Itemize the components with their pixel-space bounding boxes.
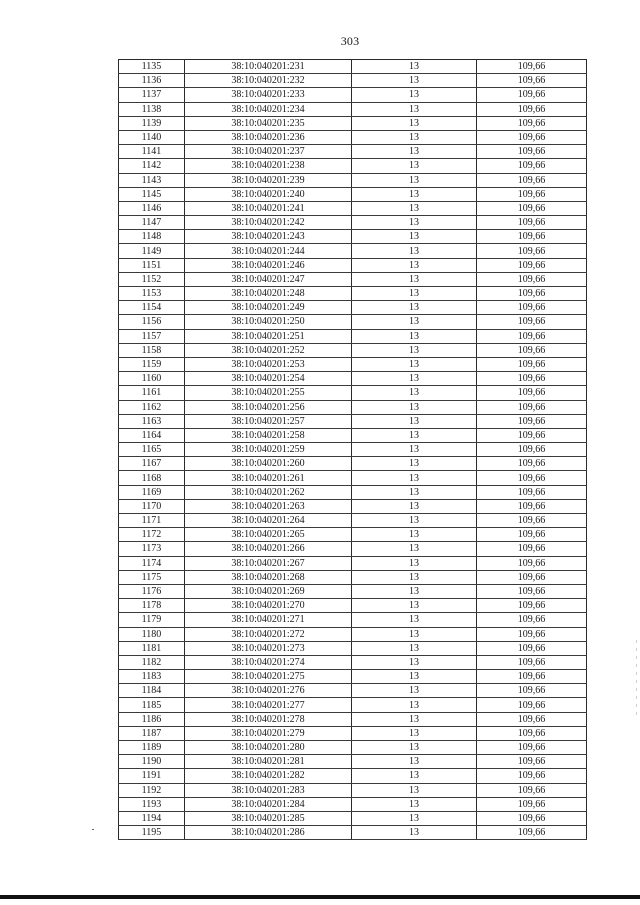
cadastral-number-cell: 38:10:040201:255	[185, 386, 352, 400]
row-number-cell: 1192	[119, 783, 185, 797]
quantity-cell: 13	[352, 712, 477, 726]
value-cell: 109,66	[477, 400, 587, 414]
quantity-cell: 13	[352, 414, 477, 428]
table-row	[119, 670, 587, 684]
table-row	[119, 372, 587, 386]
row-number-cell: 1170	[119, 499, 185, 513]
cadastral-number-cell: 38:10:040201:277	[185, 698, 352, 712]
table-row	[119, 428, 587, 442]
table-row	[119, 116, 587, 130]
quantity-cell: 13	[352, 258, 477, 272]
row-number-cell: 1157	[119, 329, 185, 343]
row-number-cell: 1195	[119, 826, 185, 840]
table-row	[119, 216, 587, 230]
quantity-cell: 13	[352, 811, 477, 825]
cadastral-number-cell: 38:10:040201:252	[185, 343, 352, 357]
row-number-cell: 1162	[119, 400, 185, 414]
value-cell: 109,66	[477, 88, 587, 102]
quantity-cell: 13	[352, 386, 477, 400]
quantity-cell: 13	[352, 797, 477, 811]
cadastral-number-cell: 38:10:040201:272	[185, 627, 352, 641]
row-number-cell: 1190	[119, 755, 185, 769]
quantity-cell: 13	[352, 272, 477, 286]
table-row	[119, 811, 587, 825]
table-row	[119, 783, 587, 797]
cadastral-number-cell: 38:10:040201:250	[185, 315, 352, 329]
value-cell: 109,66	[477, 485, 587, 499]
quantity-cell: 13	[352, 357, 477, 371]
quantity-cell: 13	[352, 670, 477, 684]
cadastral-number-cell: 38:10:040201:235	[185, 116, 352, 130]
quantity-cell: 13	[352, 343, 477, 357]
row-number-cell: 1183	[119, 670, 185, 684]
row-number-cell: 1151	[119, 258, 185, 272]
cadastral-number-cell: 38:10:040201:285	[185, 811, 352, 825]
row-number-cell: 1173	[119, 542, 185, 556]
quantity-cell: 13	[352, 145, 477, 159]
scan-speck	[92, 829, 94, 830]
cadastral-number-cell: 38:10:040201:251	[185, 329, 352, 343]
quantity-cell: 13	[352, 769, 477, 783]
table-row	[119, 528, 587, 542]
value-cell: 109,66	[477, 102, 587, 116]
table-row	[119, 755, 587, 769]
row-number-cell: 1153	[119, 287, 185, 301]
registry-table-body	[119, 60, 587, 840]
cadastral-number-cell: 38:10:040201:259	[185, 443, 352, 457]
quantity-cell: 13	[352, 542, 477, 556]
cadastral-number-cell: 38:10:040201:241	[185, 201, 352, 215]
cadastral-number-cell: 38:10:040201:237	[185, 145, 352, 159]
cadastral-number-cell: 38:10:040201:242	[185, 216, 352, 230]
value-cell: 109,66	[477, 457, 587, 471]
value-cell: 109,66	[477, 159, 587, 173]
quantity-cell: 13	[352, 726, 477, 740]
quantity-cell: 13	[352, 315, 477, 329]
cadastral-number-cell: 38:10:040201:238	[185, 159, 352, 173]
value-cell: 109,66	[477, 329, 587, 343]
row-number-cell: 1160	[119, 372, 185, 386]
page-number: 303	[340, 34, 360, 48]
quantity-cell: 13	[352, 230, 477, 244]
quantity-cell: 13	[352, 216, 477, 230]
value-cell: 109,66	[477, 357, 587, 371]
value-cell: 109,66	[477, 698, 587, 712]
cadastral-number-cell: 38:10:040201:232	[185, 74, 352, 88]
cadastral-number-cell: 38:10:040201:270	[185, 599, 352, 613]
table-row	[119, 329, 587, 343]
cadastral-number-cell: 38:10:040201:258	[185, 428, 352, 442]
table-row	[119, 471, 587, 485]
value-cell: 109,66	[477, 741, 587, 755]
value-cell: 109,66	[477, 499, 587, 513]
value-cell: 109,66	[477, 301, 587, 315]
value-cell: 109,66	[477, 599, 587, 613]
quantity-cell: 13	[352, 372, 477, 386]
row-number-cell: 1161	[119, 386, 185, 400]
table-row	[119, 301, 587, 315]
quantity-cell: 13	[352, 301, 477, 315]
row-number-cell: 1168	[119, 471, 185, 485]
table-row	[119, 60, 587, 74]
quantity-cell: 13	[352, 741, 477, 755]
cadastral-number-cell: 38:10:040201:233	[185, 88, 352, 102]
cadastral-number-cell: 38:10:040201:249	[185, 301, 352, 315]
row-number-cell: 1180	[119, 627, 185, 641]
table-row	[119, 414, 587, 428]
quantity-cell: 13	[352, 88, 477, 102]
value-cell: 109,66	[477, 372, 587, 386]
scan-bottom-rule	[0, 895, 640, 899]
table-row	[119, 272, 587, 286]
cadastral-number-cell: 38:10:040201:284	[185, 797, 352, 811]
row-number-cell: 1184	[119, 684, 185, 698]
row-number-cell: 1169	[119, 485, 185, 499]
value-cell: 109,66	[477, 613, 587, 627]
value-cell: 109,66	[477, 826, 587, 840]
cadastral-number-cell: 38:10:040201:275	[185, 670, 352, 684]
row-number-cell: 1158	[119, 343, 185, 357]
cadastral-number-cell: 38:10:040201:264	[185, 514, 352, 528]
table-row	[119, 726, 587, 740]
table-row	[119, 400, 587, 414]
cadastral-number-cell: 38:10:040201:276	[185, 684, 352, 698]
value-cell: 109,66	[477, 201, 587, 215]
cadastral-number-cell: 38:10:040201:267	[185, 556, 352, 570]
table-row	[119, 173, 587, 187]
table-row	[119, 443, 587, 457]
value-cell: 109,66	[477, 287, 587, 301]
table-row	[119, 499, 587, 513]
row-number-cell: 1178	[119, 599, 185, 613]
row-number-cell: 1141	[119, 145, 185, 159]
value-cell: 109,66	[477, 783, 587, 797]
quantity-cell: 13	[352, 528, 477, 542]
table-row	[119, 556, 587, 570]
value-cell: 109,66	[477, 712, 587, 726]
value-cell: 109,66	[477, 811, 587, 825]
value-cell: 109,66	[477, 641, 587, 655]
row-number-cell: 1146	[119, 201, 185, 215]
quantity-cell: 13	[352, 584, 477, 598]
row-number-cell: 1138	[119, 102, 185, 116]
cadastral-number-cell: 38:10:040201:248	[185, 287, 352, 301]
table-row	[119, 457, 587, 471]
row-number-cell: 1194	[119, 811, 185, 825]
value-cell: 109,66	[477, 627, 587, 641]
table-row	[119, 230, 587, 244]
registry-table	[118, 59, 587, 840]
cadastral-number-cell: 38:10:040201:256	[185, 400, 352, 414]
row-number-cell: 1174	[119, 556, 185, 570]
quantity-cell: 13	[352, 159, 477, 173]
value-cell: 109,66	[477, 272, 587, 286]
value-cell: 109,66	[477, 414, 587, 428]
table-row	[119, 130, 587, 144]
quantity-cell: 13	[352, 287, 477, 301]
row-number-cell: 1147	[119, 216, 185, 230]
quantity-cell: 13	[352, 556, 477, 570]
table-row	[119, 315, 587, 329]
row-number-cell: 1135	[119, 60, 185, 74]
table-row	[119, 641, 587, 655]
value-cell: 109,66	[477, 542, 587, 556]
value-cell: 109,66	[477, 755, 587, 769]
cadastral-number-cell: 38:10:040201:271	[185, 613, 352, 627]
value-cell: 109,66	[477, 244, 587, 258]
cadastral-number-cell: 38:10:040201:266	[185, 542, 352, 556]
row-number-cell: 1176	[119, 584, 185, 598]
row-number-cell: 1154	[119, 301, 185, 315]
table-row	[119, 187, 587, 201]
quantity-cell: 13	[352, 641, 477, 655]
quantity-cell: 13	[352, 187, 477, 201]
table-row	[119, 542, 587, 556]
quantity-cell: 13	[352, 471, 477, 485]
value-cell: 109,66	[477, 769, 587, 783]
row-number-cell: 1136	[119, 74, 185, 88]
value-cell: 109,66	[477, 343, 587, 357]
row-number-cell: 1187	[119, 726, 185, 740]
cadastral-number-cell: 38:10:040201:239	[185, 173, 352, 187]
table-row	[119, 357, 587, 371]
quantity-cell: 13	[352, 443, 477, 457]
quantity-cell: 13	[352, 698, 477, 712]
quantity-cell: 13	[352, 570, 477, 584]
cadastral-number-cell: 38:10:040201:286	[185, 826, 352, 840]
value-cell: 109,66	[477, 60, 587, 74]
value-cell: 109,66	[477, 528, 587, 542]
value-cell: 109,66	[477, 443, 587, 457]
table-row	[119, 627, 587, 641]
table-row	[119, 741, 587, 755]
table-row	[119, 145, 587, 159]
table-row	[119, 599, 587, 613]
cadastral-number-cell: 38:10:040201:234	[185, 102, 352, 116]
cadastral-number-cell: 38:10:040201:265	[185, 528, 352, 542]
table-row	[119, 826, 587, 840]
row-number-cell: 1191	[119, 769, 185, 783]
quantity-cell: 13	[352, 173, 477, 187]
row-number-cell: 1163	[119, 414, 185, 428]
table-row	[119, 613, 587, 627]
row-number-cell: 1185	[119, 698, 185, 712]
table-row	[119, 201, 587, 215]
value-cell: 109,66	[477, 187, 587, 201]
cadastral-number-cell: 38:10:040201:278	[185, 712, 352, 726]
table-row	[119, 159, 587, 173]
quantity-cell: 13	[352, 826, 477, 840]
table-row	[119, 584, 587, 598]
value-cell: 109,66	[477, 173, 587, 187]
table-row	[119, 797, 587, 811]
cadastral-number-cell: 38:10:040201:283	[185, 783, 352, 797]
quantity-cell: 13	[352, 130, 477, 144]
quantity-cell: 13	[352, 755, 477, 769]
row-number-cell: 1164	[119, 428, 185, 442]
table-row	[119, 88, 587, 102]
value-cell: 109,66	[477, 797, 587, 811]
cadastral-number-cell: 38:10:040201:262	[185, 485, 352, 499]
quantity-cell: 13	[352, 457, 477, 471]
row-number-cell: 1179	[119, 613, 185, 627]
value-cell: 109,66	[477, 386, 587, 400]
cadastral-number-cell: 38:10:040201:281	[185, 755, 352, 769]
row-number-cell: 1142	[119, 159, 185, 173]
cadastral-number-cell: 38:10:040201:253	[185, 357, 352, 371]
value-cell: 109,66	[477, 684, 587, 698]
row-number-cell: 1148	[119, 230, 185, 244]
value-cell: 109,66	[477, 584, 587, 598]
quantity-cell: 13	[352, 485, 477, 499]
value-cell: 109,66	[477, 726, 587, 740]
cadastral-number-cell: 38:10:040201:279	[185, 726, 352, 740]
quantity-cell: 13	[352, 116, 477, 130]
cadastral-number-cell: 38:10:040201:260	[185, 457, 352, 471]
table-row	[119, 655, 587, 669]
table-row	[119, 485, 587, 499]
cadastral-number-cell: 38:10:040201:243	[185, 230, 352, 244]
quantity-cell: 13	[352, 400, 477, 414]
table-row	[119, 102, 587, 116]
row-number-cell: 1156	[119, 315, 185, 329]
row-number-cell: 1189	[119, 741, 185, 755]
table-row	[119, 287, 587, 301]
quantity-cell: 13	[352, 627, 477, 641]
cadastral-number-cell: 38:10:040201:254	[185, 372, 352, 386]
table-row	[119, 74, 587, 88]
cadastral-number-cell: 38:10:040201:247	[185, 272, 352, 286]
quantity-cell: 13	[352, 102, 477, 116]
quantity-cell: 13	[352, 329, 477, 343]
table-row	[119, 684, 587, 698]
value-cell: 109,66	[477, 145, 587, 159]
quantity-cell: 13	[352, 599, 477, 613]
row-number-cell: 1182	[119, 655, 185, 669]
table-row	[119, 769, 587, 783]
cadastral-number-cell: 38:10:040201:244	[185, 244, 352, 258]
row-number-cell: 1139	[119, 116, 185, 130]
cadastral-number-cell: 38:10:040201:274	[185, 655, 352, 669]
value-cell: 109,66	[477, 655, 587, 669]
value-cell: 109,66	[477, 556, 587, 570]
row-number-cell: 1167	[119, 457, 185, 471]
row-number-cell: 1145	[119, 187, 185, 201]
table-row	[119, 244, 587, 258]
scan-edge-mark	[636, 640, 637, 720]
quantity-cell: 13	[352, 684, 477, 698]
cadastral-number-cell: 38:10:040201:240	[185, 187, 352, 201]
value-cell: 109,66	[477, 570, 587, 584]
quantity-cell: 13	[352, 783, 477, 797]
value-cell: 109,66	[477, 670, 587, 684]
row-number-cell: 1149	[119, 244, 185, 258]
row-number-cell: 1143	[119, 173, 185, 187]
row-number-cell: 1172	[119, 528, 185, 542]
value-cell: 109,66	[477, 116, 587, 130]
quantity-cell: 13	[352, 613, 477, 627]
value-cell: 109,66	[477, 74, 587, 88]
cadastral-number-cell: 38:10:040201:273	[185, 641, 352, 655]
table-row	[119, 343, 587, 357]
cadastral-number-cell: 38:10:040201:236	[185, 130, 352, 144]
cadastral-number-cell: 38:10:040201:282	[185, 769, 352, 783]
cadastral-number-cell: 38:10:040201:269	[185, 584, 352, 598]
cadastral-number-cell: 38:10:040201:280	[185, 741, 352, 755]
row-number-cell: 1186	[119, 712, 185, 726]
cadastral-number-cell: 38:10:040201:263	[185, 499, 352, 513]
table-row	[119, 386, 587, 400]
value-cell: 109,66	[477, 230, 587, 244]
cadastral-number-cell: 38:10:040201:257	[185, 414, 352, 428]
row-number-cell: 1140	[119, 130, 185, 144]
table-row	[119, 698, 587, 712]
quantity-cell: 13	[352, 60, 477, 74]
quantity-cell: 13	[352, 428, 477, 442]
quantity-cell: 13	[352, 244, 477, 258]
row-number-cell: 1171	[119, 514, 185, 528]
table-row	[119, 258, 587, 272]
row-number-cell: 1181	[119, 641, 185, 655]
row-number-cell: 1159	[119, 357, 185, 371]
quantity-cell: 13	[352, 514, 477, 528]
row-number-cell: 1137	[119, 88, 185, 102]
quantity-cell: 13	[352, 201, 477, 215]
value-cell: 109,66	[477, 216, 587, 230]
cadastral-number-cell: 38:10:040201:268	[185, 570, 352, 584]
table-row	[119, 712, 587, 726]
cadastral-number-cell: 38:10:040201:261	[185, 471, 352, 485]
value-cell: 109,66	[477, 258, 587, 272]
row-number-cell: 1165	[119, 443, 185, 457]
value-cell: 109,66	[477, 471, 587, 485]
table-row	[119, 570, 587, 584]
quantity-cell: 13	[352, 655, 477, 669]
quantity-cell: 13	[352, 499, 477, 513]
row-number-cell: 1175	[119, 570, 185, 584]
cadastral-number-cell: 38:10:040201:246	[185, 258, 352, 272]
row-number-cell: 1193	[119, 797, 185, 811]
value-cell: 109,66	[477, 514, 587, 528]
cadastral-number-cell: 38:10:040201:231	[185, 60, 352, 74]
table-row	[119, 514, 587, 528]
value-cell: 109,66	[477, 130, 587, 144]
value-cell: 109,66	[477, 428, 587, 442]
quantity-cell: 13	[352, 74, 477, 88]
row-number-cell: 1152	[119, 272, 185, 286]
value-cell: 109,66	[477, 315, 587, 329]
